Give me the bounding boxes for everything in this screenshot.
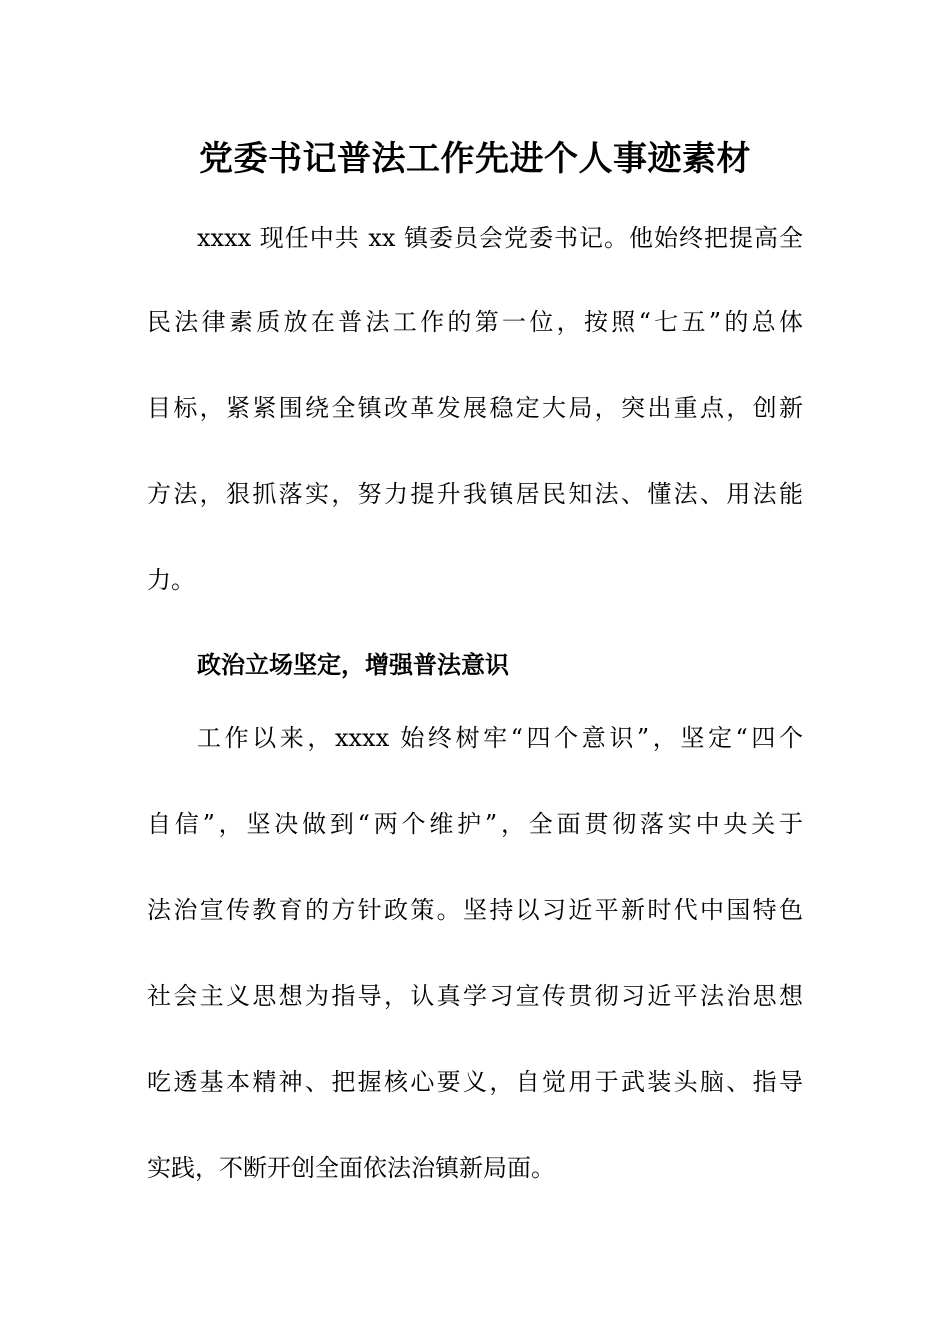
document-title: 党委书记普法工作先进个人事迹素材: [199, 139, 751, 179]
section-line-5: 吃透基本精神、把握核心要义，自觉用于武装头脑、指导: [147, 1068, 803, 1096]
section-line-4: 社会主义思想为指导，认真学习宣传贯彻习近平法治思想: [147, 982, 803, 1010]
section-line-2: 自信”，坚决做到“两个维护”，全面贯彻落实中央关于: [147, 810, 803, 838]
section-line-3: 法治宣传教育的方针政策。坚持以习近平新时代中国特色: [147, 896, 803, 924]
intro-line-3: 目标，紧紧围绕全镇改革发展稳定大局，突出重点，创新: [147, 394, 803, 422]
section-line-6: 实践，不断开创全面依法治镇新局面。: [147, 1154, 555, 1182]
intro-line-1: xxxx 现任中共 xx 镇委员会党委书记。他始终把提高全: [197, 224, 803, 252]
section-line-1: 工作以来，xxxx 始终树牢“四个意识”，坚定“四个: [197, 724, 803, 752]
intro-line-4: 方法，狠抓落实，努力提升我镇居民知法、懂法、用法能: [147, 480, 803, 508]
intro-line-2: 民法律素质放在普法工作的第一位，按照“七五”的总体: [147, 308, 803, 336]
intro-line-5: 力。: [147, 566, 195, 594]
section-heading: 政治立场坚定，增强普法意识: [197, 651, 509, 679]
